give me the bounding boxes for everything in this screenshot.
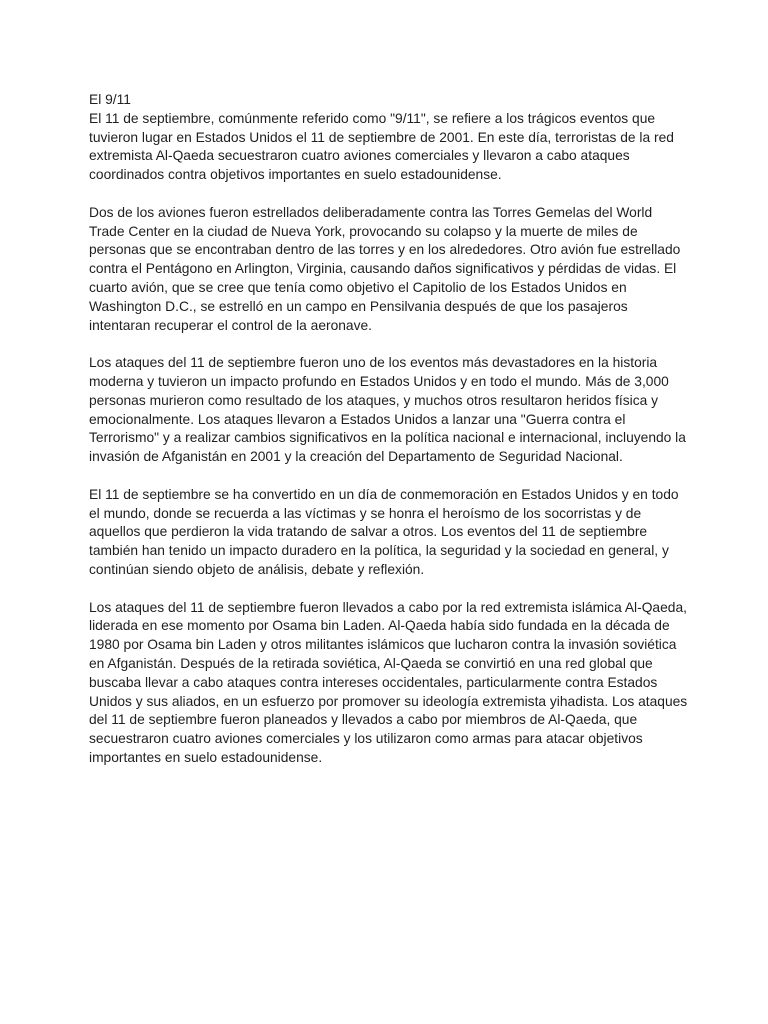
paragraph-impact: Los ataques del 11 de septiembre fueron uno de los eventos más devastadores en la historia moderna y tuvieron un impacto profundo en Estados Unidos y en todo el mundo. Más de 3,000 personas murieron como resultado de los ataques, y muchos otros resultaron heridos física y emocionalmente. Los ataques llevaron a Estados Unidos a lanzar una "Guerra contra el Terrorismo" y a realizar cambios significativos en la política nacional e internacional, incluyendo la invasión de Afganistán en 2001 y la creación del Departamento de Seguridad Nacional. (89, 355, 686, 465)
paragraph-intro: El 11 de septiembre, comúnmente referido como "9/11", se refiere a los trágicos eventos que tuvieron lugar en Estados Unidos el 11 de septiembre de 2001. En este día, terroristas de la red extremista Al-Qaeda secuestraron cuatro aviones comerciales y llevaron a cabo ataques coordinados contra objetivos importantes en suelo estadounidense. (89, 110, 674, 183)
paragraph-al-qaeda: Los ataques del 11 de septiembre fueron llevados a cabo por la red extremista islámica Al-Qaeda, liderada en ese momento por Osama bin Laden. Al-Qaeda había sido fundada en la década de 1980 por Osama bin Laden y otros militantes islámicos que lucharon contra la invasión soviética en Afganistán. Después de la retirada soviética, Al-Qaeda se convirtió en una red global que buscaba llevar a cabo ataques contra intereses occidentales, particularmente contra Estados Unidos y sus aliados, en un esfuerzo por promover su ideología extremista yihadista. Los ataques del 11 de septiembre fueron planeados y llevados a cabo por miembros de Al-Qaeda, que secuestraron cuatro aviones comerciales y los utilizaron como armas para atacar objetivos importantes en suelo estadounidense. (89, 599, 688, 765)
paragraph-attacks: Dos de los aviones fueron estrellados deliberadamente contra las Torres Gemelas del World Trade Center en la ciudad de Nueva York, provocando su colapso y la muerte de miles de personas que se encontraban dentro de las torres y en los alrededores. Otro avión fue estrellado contra el Pentágono en Arlington, Virginia, causando daños significativos y pérdidas de vidas. El cuarto avión, que se cree que tenía como objetivo el Capitolio de los Estados Unidos en Washington D.C., se estrelló en un campo en Pensilvania después de que los pasajeros intentaran recuperar el control de la aeronave. (89, 204, 681, 333)
paragraph-commemoration: El 11 de septiembre se ha convertido en un día de conmemoración en Estados Unidos y en todo el mundo, donde se recuerda a las víctimas y se honra el heroísmo de los socorristas y de aquellos que perdieron la vida tratando de salvar a otros. Los eventos del 11 de septiembre también han tenido un impacto duradero en la política, la seguridad y la sociedad en general, y continúan siendo objeto de análisis, debate y reflexión. (89, 486, 679, 577)
document-page (89, 91, 689, 786)
document-title: El 9/11 (89, 92, 131, 107)
